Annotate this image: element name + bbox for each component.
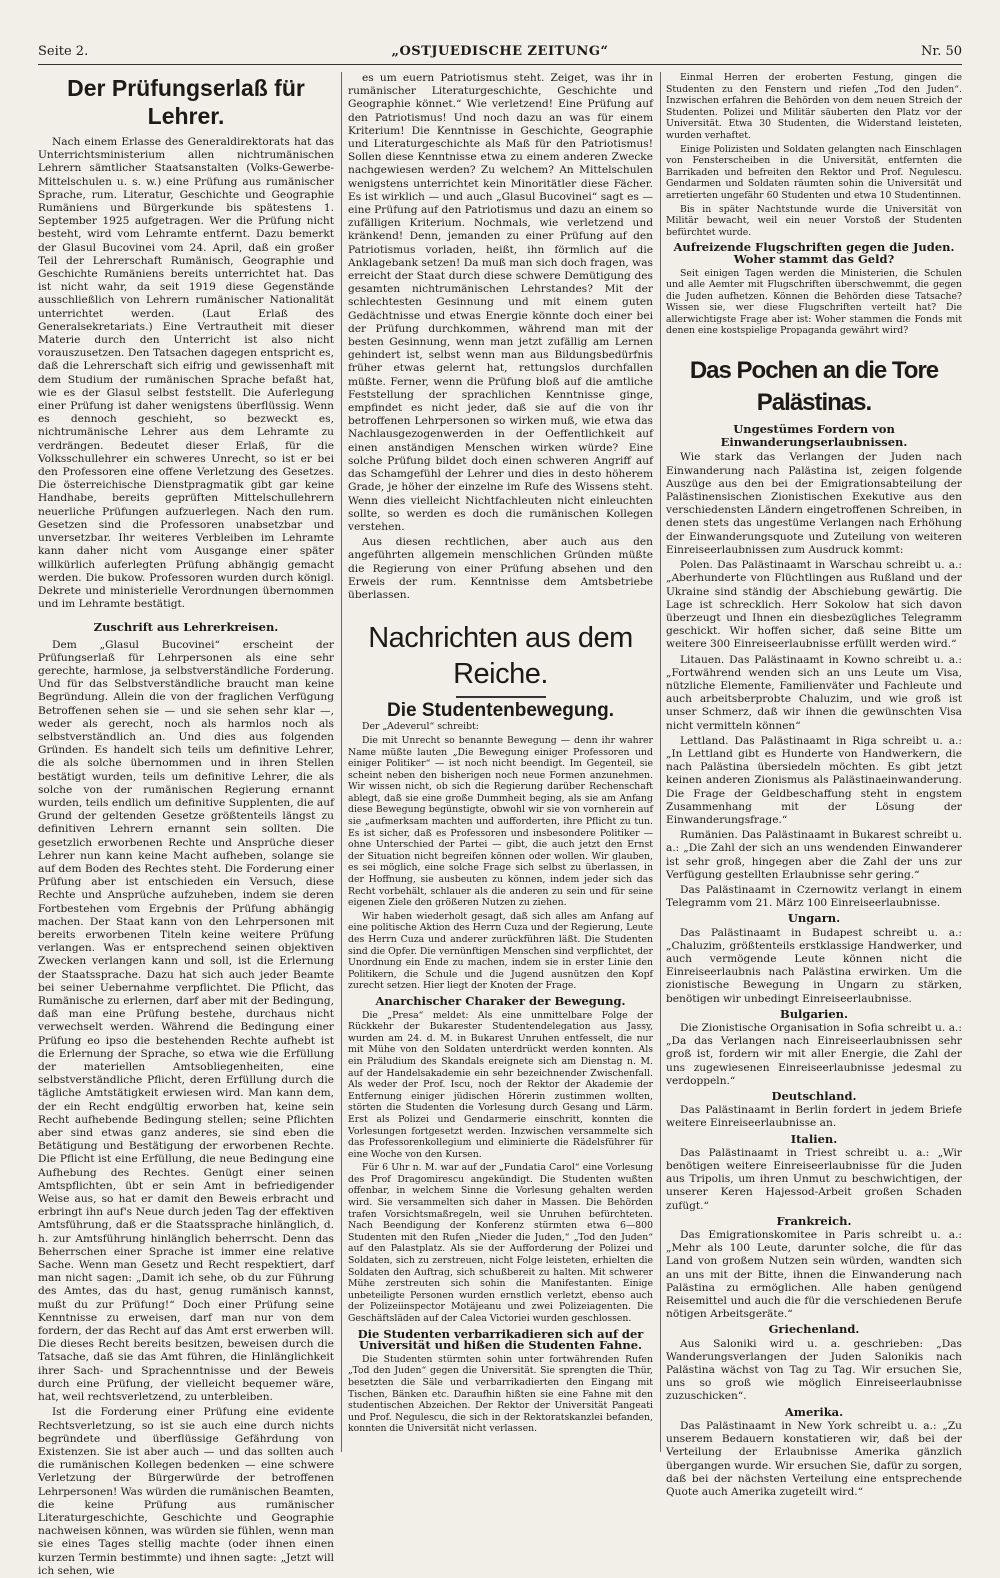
article-title: Der Prüfungserlaß für Lehrer. — [67, 75, 305, 129]
country-heading: Frankreich. — [776, 1213, 852, 1228]
article-paragraph: Die Zionistische Organisation in Sofia schreibt u. a.: „Da das Verlangen nach Einreiseerlaubnissen sehr groß ist, fordern wir mit aller Energie, die Zahl der uns zugewiesenen Einreiseerlaubnisse jedesmal zu verdoppeln.“ — [666, 1022, 962, 1087]
article-subheading: Aufreizende Flugschriften gegen die Juden. Woher stammt das Geld? — [673, 240, 955, 266]
country-heading: Deutschland. — [771, 1089, 857, 1104]
article-paragraph: Die mit Unrecht so benannte Bewegung — denn ihr wahrer Name müßte lauten „Die Bewegung einiger Professoren und einiger Politiker“ — ist noch nicht beendigt. Im Gegenteil, sie scheint neben den bisherigen noch neue Formen anzunehmen. Wir wissen nicht, ob sich die Regierung darüber Rechenschaft ablegt, daß sie eine große Dummheit beging, als sie am Anfang diese Bewegung begünstigte, obwohl wir sie von vornherein auf sie „aufmerksam machten und aufforderten, ihre Pflicht zu tun. Es ist sicher, daß es Professoren und insbesondere Politiker — ohne Unterschied der Partei — gibt, die auch jetzt den Ernst der Situation nicht begreifen können oder wollen. Wir glauben, es sei möglich, eine solche Frage sich selbst zu überlassen, in der Hoffnung, sie ausbeuten zu können, indem jeder sich das Recht vorbehält, schlauer als die anderen zu sein und für seine eigenen Ziele den größeren Nutzen zu ziehen. — [348, 734, 653, 909]
article-paragraph: Aus Saloniki wird u. a. geschrieben: „Das Wanderungsverlangen der Juden Salonikis nach Palästina wächst von Tag zu Tag. Wir ersuchen Sie, uns so groß wie möglich Einreiseerlaubnisse zuzuschicken“. — [666, 1337, 962, 1403]
column-2 — [348, 72, 653, 1452]
article-title: Die Studentenbewegung. — [387, 700, 614, 722]
article-paragraph: Wir haben wiederholt gesagt, daß sich alles am Anfang auf eine politische Aktion des Herrn Cuza und der Regierung, Leute des Herrn Cuza und anderer zurückführen läßt. Die Studenten sind die Opfer. Die vernünftigen Menschen sind verpflichtet, der Unordnung ein Ende zu machen, indem sie in erster Linie den Politikern, die Schule und die Jugend ausnützen den Kopf zurecht setzen. Hier liegt der Knoten der Frage. — [348, 910, 653, 992]
article-paragraph: Bis in später Nachtstunde wurde die Universität von Militär bewacht, weil ein neuer Vorstoß der Studenten befürchtet wurde. — [666, 203, 962, 238]
section-rule — [456, 696, 546, 698]
article-paragraph: Lettland. Das Palästinaamt in Riga schreibt u. a.: „In Lettland gibt es Hunderte von Handwerkern, die nach Palästina übersiedeln möchten. Es gibt jetzt keinen anderen Zionismus als Palästinaeinwanderung. Die Frage der Geldbeschaffung steht in engstem Zusammenhang mit der Lösung der Einwanderungsfrage.“ — [666, 734, 962, 826]
article-paragraph: Seit einigen Tagen werden die Ministerien, die Schulen und alle Aemter mit Flugschriften überschwemmt, die gegen die Juden aufhetzen. Können die Behörden diese Tatsache? Wissen sie, wer diese Flugschriften verteilt hat? Die allerwichtigste Frage aber ist: Woher stammen die Fonds mit denen eine kostspielige Propaganda gewährt wird? — [666, 267, 962, 337]
article-paragraph: Das Palästinaamt in Berlin fordert in jedem Briefe weitere Einreiseerlaubnisse an. — [666, 1104, 962, 1130]
article-subheading: Anarchischer Charaker der Bewegung. — [375, 993, 626, 1008]
country-heading: Ungarn. — [787, 911, 841, 926]
country-heading: Amerika. — [784, 1404, 844, 1419]
column-1 — [38, 72, 334, 1577]
article-paragraph: Dem „Glasul Bucovinei“ erscheint der Prüfungserlaß für Lehrpersonen als eine sehr gerechte, harmlose, ja selbstverständliche Forderung. Und für das Selbstverständliche braucht man keine Begründung. Allein die von der fraglichen Verfügung Betroffenen sehen sie — und sie sehen sehr klar —, weder als gerecht, noch als harmlos noch als selbstverständlich an. Und dies aus folgenden Gründen. Es handelt sich teils um definitive Lehrer, die als solche übernommen und in ihren Stellen bestätigt wurden, teils um definitive Lehrer, die als solche von der rumänischen Regierung ernannt wurden, teils endlich um definitive Supplenten, die auf Grund der geltenden Gesetze größtenteils längst zu definitiven Lehrern ernannt sein sollten. Die gesetzlich erworbenen Rechte und Ansprüche dieser Lehrer nun kann keine Macht aufheben, solange sie auf dem Boden des Rechtes steht. Die Forderung einer Prüfung aber ist entschieden ein Versuch, diese Rechte und Ansprüche aufzuheben, indem sie deren Fortbestehen vom Ergebnis der Prüfung abhängig machen. Der Staat kann von den Lehrpersonen mit bereits erworbenen Titeln keine weitere Prüfung verlangen. Was er entsprechend seinen objektiven Zwecken verlangen kann und soll, ist die Erlernung der Staatssprache. Dazu hat sich auch jeder Beamte bei seiner Uebernahme verpflichtet. Die Pflicht, das Rumänische zu erlernen, darf aber mit der Bedingung, daß man eine Prüfung bestehe, durchaus nicht verwechselt werden. Während die Bedingung einer Prüfung eo ipso die bestehenden Rechte aufhebt ist die Erlernung der Sprache, so etwa wie die Erfüllung der materiellen Amtsobliegenheiten, eine selbstverständliche Pflicht, deren Erfüllung durch die tägliche Amtstätigkeit erwiesen wird. Man kann dem, der ein Recht endgültig erworben hat, keine sein Recht aufhebende Bedingung stellen; seine Pflichten aber sind etwas ganz anderes, sie sind eben die Betätigung und Bestätigung der erworbenen Rechte. Die Pflicht ist eine Erfüllung, die neue Bedingung eine Aufhebung des Rechtes. Genügt einer seinen Amtspflichten, übt er sein Amt in befriedigender Weise aus, so hat er damit den Beweis erbracht und erbringt ihn auf's Neue durch jeden Tag der effektiven Amtsführung, daß er die Staatssprache hinlänglich, d. h. zur Amtsführung hinlänglich beherrscht. Denn das Beherrschen einer Sprache ist immer eine relative Sache. Wenn man Gesetz und Recht respektiert, darf man nicht sagen: „Damit ich sehe, ob du zur Führung des Amtes, das du hast, genug rumänisch kannst, mußt du zur Prüfung!“ Doch einer Prüfung seine Kenntnisse zu erweisen, darf man nur von dem fordern, der das Recht auf das Amt erst erwerben will. Die dieses Recht bereits besitzen, beweisen durch die Tatsache, daß sie das Amt führen, die Hinlänglichkeit ihrer Sach- und Sprachenntnisse und der Beweis durch eine Prüfung, der vielleicht bequemer wäre, hat, weil rechtsverletzend, zu unterbleiben. — [38, 638, 334, 1404]
page-number: Seite 2. — [38, 44, 89, 59]
article-paragraph: Das Palästinaamt in New York schreibt u. a.: „Zu unserem Bedauern konstatieren wir, daß bei der Verteilung der Erlaubnisse Amerika gänzlich übergangen wurde. Wir ersuchen Sie, dafür zu sorgen, daß bei der nächsten Verteilung eine entsprechende Quote auch Amerika zugeteilt wird.“ — [666, 1419, 962, 1498]
section-title: Nachrichten aus dem Reiche. — [368, 622, 633, 691]
country-heading: Bulgarien. — [779, 1006, 849, 1021]
article-paragraph: Aus diesen rechtlichen, aber auch aus den angeführten allgemein menschlichen Gründen müßte die Regierung von einer Prüfung absehen und den Erweis der rum. Kenntnisse dem Amtsbetriebe überlassen. — [348, 536, 653, 601]
article-paragraph: Für 6 Uhr n. M. war auf der „Fundatia Carol“ eine Vorlesung des Prof Dragomirescu angekündigt. Die Studenten wußten offenbar, in welchem Sinne die Vorlesung gehalten werden wird. Sie versammelten sich daher in Massen. Die Behörden trafen Vorsichtsmaßregeln, weil sie Unruhen befürchteten. Nach Beendigung der Konferenz stürmten etwa 6—800 Studenten mit den Rufen „Nieder die Juden,“ „Tod den Juden“ auf den Palastplatz. Als sie der Aufforderung der Polizei und Soldaten, sich zu zerstreuen, nicht Folge leisteten, erhielten die Soldaten den Auftrag, sich schußbereit zu halten. Mit schwerer Mühe zerstreuten sich sohin die Manifestanten. Einige unbeteiligte Personen wurden ernstlich verletzt, ebenso auch der Polizeiinspector Motäjeanu und zwei Polizeiagenten. Die Geschäftsläden auf der Calea Victoriei wurden geschlossen. — [348, 1162, 653, 1325]
article-title: Das Pochen an die Tore Palästinas. — [689, 357, 939, 417]
article-paragraph: Die „Presa“ meldet: Als eine unmittelbare Folge der Rückkehr der Bukarester Studentendelegation aus Jassy, wurden am 24. d. M. in Bukarest Unruhen entfesselt, die nur mit Mühe von den Soldaten unterdrückt werden konnten. Als ein Präludium des Skandals ereignete sich am Dienstag n. M. auf der Handelsakademie ein sehr bezeichnender Zwischenfall. Als weder der Prof. Iscu, noch der Rektor der Akademie der Entfernung einiger jüdischen Hörerin zustimmen wollten, störten die Studenten die Vorlesung durch Gesang und Lärm. Erst als Polizei und Gendarmerie einschritt, konnten die Vorlesungen fortgesetzt werden. Inzwischen versammelte sich das Professorenkollegium und eliminierte die Rädelsführer für eine Woche von den Kursen. — [348, 1009, 653, 1160]
article-paragraph: Litauen. Das Palästinaamt in Kowno schreibt u. a.: „Fortwährend wenden sich an uns Leute um Visa, nützliche Elemente, Familienväter und Fachleute und auch arbeitsberprobte Chaluzim, und wie groß ist unser Schmerz, daß wir ihnen die gewünschten Visa nicht vermitteln können“ — [666, 653, 962, 732]
article-paragraph: Das Palästinaamt in Triest schreibt u. a.: „Wir benötigen weitere Einreiseerlaubnisse für die Juden aus Tripolis, um ihren Unmut zu beschwichtigen, der unserer Keren Hajessod-Arbeit großen Schaden zufügt.“ — [666, 1146, 962, 1212]
article-subheading: Zuschrift aus Lehrerkreisen. — [93, 620, 279, 635]
article-subheading: Die Studenten verbarrikadieren sich auf der Universität und hißen die Studenten Fahne. — [357, 1326, 644, 1353]
article-paragraph: Einmal Herren der eroberten Festung, gingen die Studenten zu den Fenstern und riefen „Tod den Juden“. Inzwischen erfahren die Behörden von dem neuen Streich der Studenten. Polizei und Militär säuberten den Platz vor der Universität. Etwa 30 Studenten, die Widerstand leisteten, wurden verhaftet. — [666, 72, 962, 141]
newspaper-name: „OSTJUEDISCHE ZEITUNG“ — [391, 44, 609, 59]
article-paragraph: Rumänien. Das Palästinaamt in Bukarest schreibt u. a.: „Die Zahl der sich an uns wendenden Einwanderer ist sehr groß, hingegen aber die Zahl der uns zur Verfügung gestellten Erlaubnisse sehr gering.“ — [666, 829, 962, 881]
article-paragraph: Der „Adeverul“ schreibt: — [362, 721, 479, 733]
article-paragraph: Das Palästinaamt in Czernowitz verlangt in einem Telegramm vom 21. März 100 Einreiseerlaubnisse. — [666, 883, 962, 910]
country-heading: Italien. — [790, 1131, 838, 1146]
issue-number: Nr. 50 — [921, 44, 962, 59]
column-divider — [341, 72, 342, 1452]
article-paragraph: Polen. Das Palästinaamt in Warschau schreibt u. a.: „Aberhunderte von Flüchtlingen aus Rußland und der Ukraine sind ständig der Abschiebung gewärtig. Die Lage ist schrecklich. Herr Sokolow hat sich davon überzeugt und Ihnen ein diesbezügliches Telegramm geschickt. Wir hoffen sicher, daß seine Bitte um weitere 300 Einreiseerlaubnisse erfüllt werden wird.“ — [666, 559, 962, 651]
article-paragraph: Das Palästinaamt in Budapest schreibt u. a.: „Chaluzim, größtenteils erstklassige Handwerker, und auch vermögende Leute können nicht die Einreiseerlaubnis nach Palästina erwirken. Um die zionistische Bewegung in Ungarn zu stärken, benötigen wir unbedingt Einreiseerlaubnisse. — [666, 926, 962, 1005]
article-paragraph: es um euern Patriotismus steht. Zeiget, was ihr in rumänischer Literaturgeschichte, Geschichte und Geographie könnet.“ Wie verletzend! Eine Prüfung auf den Patriotismus! Und noch dazu an was für einem Kriterium! Die Kenntnisse in Geschichte, Geographie und Literaturgeschichte als Maß für den Patriotismus! Sollen diese Kenntnisse etwa zu einem anderen Zwecke nachgewiesen werden? Zu welchem? An Mittelschulen wenigstens unterrichtet kein Minoritätler diese Fächer. Es ist wirklich — und auch „Glasul Bucovinei“ sagt es — eine Prüfung auf den Patriotismus und dazu an einem so zufälligen Kriterium. Nochmals, wie verletzend und kränkend! Denn, jemanden zu einer Prüfung auf den Patriotismus vorladen, heißt, ihn förmlich auf die Anklagebank setzen! Da muß man sich doch fragen, was erreicht der Staat durch diese schwere Demütigung des gesamten nichtrumänischen Lehrstandes? Mit der schlechtesten Gesinnung und mit einem guten Gedächtnisse und etwas Energie könnte doch einer bei der Prüfung durchkommen, während man mit der besten Gesinnung, wenn man jetzt zufällig am Lernen gehindert ist, selbst wenn man aus Bildungsbedürfnis früher etwas gelernt hat, rettungslos durchfallen müßte. Ferner, wenn die Prüfung bloß auf die amtliche Feststellung der sprachlichen Kenntnisse ginge, empfindet es nicht jeder, daß sie auf die von ihr betroffenen Lehrpersonen so wirken muß, wie etwa das Nachlausgezogenwerden in der Oeffentlichkeit auf einen anständigen Menschen wirken würde? Eine solche Prüfung bildet doch einen schweren Angriff auf das Schamgefühl der Lehrer und dies in desto höherem Grade, je höher der einzelne im Rufe des Wissens steht. Wenn dies vielleicht Nichtfachleuten nicht einleuchten sollte, so werden es doch die rumänischen Kollegen verstehen. — [348, 72, 653, 533]
column-divider — [660, 72, 661, 1452]
page-header — [38, 44, 962, 65]
article-paragraph: Wie stark das Verlangen der Juden nach Einwanderung nach Palästina ist, zeigen folgende Auszüge aus den bei der Emigrationsabteilung der Palästinensischen Zionistischen Exekutive aus den verschiedensten Ländern eingetroffenen Schreiben, in denen stets das ungestüme Verlangen nach Erhöhung der Einwanderungsquote und Zuteilung von weiteren Einreiseerlaubnissen zum Ausdruck kommt: — [666, 451, 962, 556]
article-subheading: Ungestümes Fordern von Einwanderungserlaubnissen. — [720, 422, 908, 450]
article-paragraph: Ist die Forderung einer Prüfung eine evidente Rechtsverletzung, so ist sie auch eine durch nichts begründete und überflüssige Gefährdung von Existenzen. Sie ist aber auch — und das sollten auch die rumänischen Kollegen bedenken — eine schwere Verletzung der Bürgerwürde der betroffenen Lehrpersonen! Was würden die rumänischen Beamten, die keine Prüfung aus rumänischer Literaturgeschichte, Geschichte und Geographie nachweisen können, was würden sie fühlen, wenn man sie eines Tages stellig machte (oder ihnen einen kurzen Termin bestimmte) und ihnen sagte: „Jetzt will ich sehen, wie — [38, 1406, 334, 1577]
article-paragraph: Das Emigrationskomitee in Paris schreibt u. a.: „Mehr als 100 Leute, darunter solche, die für das Land von großem Nutzen sein würden, wandten sich an uns mit der Bitte, ihnen die Einwanderung nach Palästina zu ermöglichen. Alle haben genügend Reisemittel und auch die für die verschiedenen Berufe nötigen Arbeitsgeräte.“ — [666, 1229, 962, 1321]
column-3 — [666, 72, 962, 1498]
article-paragraph: Die Studenten stürmten sohin unter fortwährenden Rufen „Tod den Juden“ gegen die Universität. Sie sprengten die Thür, besetzten die Säle und verbarrikadierten den Eingang mit Tischen, Bänken etc. Daraufhin hißten sie eine Fahne mit den studentischen Abzeichen. Der Rektor der Universität Pangeati und Prof. Negulescu, die sich in der Rektoratskanzlei befanden, konnten die Universität nicht verlassen. — [348, 1353, 653, 1435]
country-heading: Griechenland. — [768, 1322, 860, 1337]
article-paragraph: Nach einem Erlasse des Generaldirektorats hat das Unterrichtsministerium allen nichtrumänischen Lehrern sämtlicher Staatsanstalten (Volks-Gewerbe-Mittelschulen u. s. w.) eine Prüfung aus rumänischer Sprache, rum. Literatur, Geschichte und Geographie Rumäniens und Bürgerkunde bis spätestens 1. September 1925 aufgetragen. Wer die Prüfung nicht besteht, wird vom Lehramte entfernt. Dazu bemerkt der Glasul Bucovinei vom 24. April, daß ein großer Teil der Lehrerschaft Rumänisch, Geographie und Geschichte Rumäniens bereits unterrichtet hat. Das ist nicht wahr, da seit 1919 diese Gegenstände ausschließlich von Lehrern rumänischer Nationalität unterrichtet werden. (Laut Erlaß des Generalsekretariats.) Eine Vertrautheit mit dieser Materie durch den Unterricht ist also nicht vorauszusetzen. Den Tatsachen dagegen entspricht es, daß die Lehrerschaft sich eifrig und gewissenhaft mit dem Studium der rumänischen Sprache befaßt hat, wie es der Glasul selbst feststellt. Die Auferlegung einer Prüfung ist daher wenigstens überflüssig. Wenn es dennoch geschieht, so bezweckt es, nichtrumänische Lehrer aus dem Lehramte zu verdrängen. Bedeutet dieser Erlaß, für die Volksschullehrer ein schweres Unrecht, so ist er bei den Professoren eine offene Verletzung des Gesetzes. Die österreichische Dienstpragmatik gibt gar keine Handhabe, bereits geprüften Mittelschullehrern neuerliche Prüfungen aufzuerlegen. Nach den rum. Gesetzen sind die Professoren unabsetzbar und unversetzbar. Ihr weiteres Verbleiben im Lehramte kann daher nicht vom Ausgange einer später willkürlich auferlegten Prüfung abhängig gemacht werden. Die bukow. Professoren wurden durch königl. Dekrete und ministerielle Verordnungen übernommen und im Lehramte bestätigt. — [38, 136, 334, 611]
article-paragraph: Einige Polizisten und Soldaten gelangten nach Einschlagen von Fensterscheiben in die Universität, entfernten die Barrikaden und befreiten den Rektor und Prof. Negulescu. Gendarmen und Soldaten räumten sohin die Universität und arretierten ungefähr 60 Studenten und etwa 10 Studentinnen. — [666, 143, 962, 201]
